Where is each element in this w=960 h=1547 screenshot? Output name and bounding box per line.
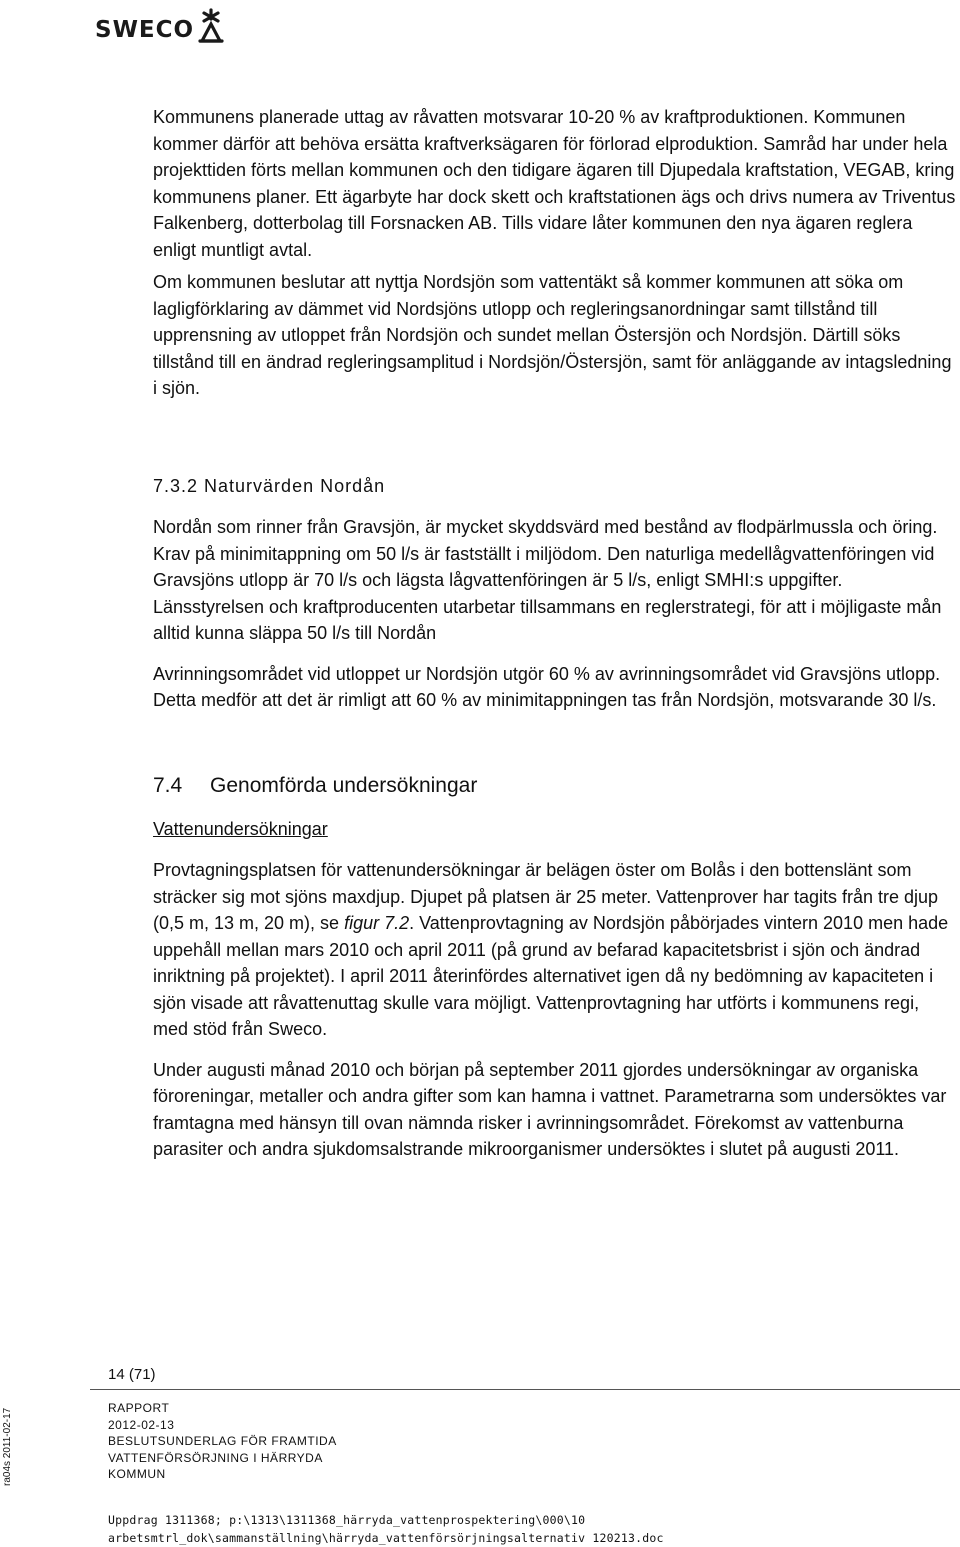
intro-section — [153, 104, 958, 402]
meta-line: VATTENFÖRSÖRJNING I HÄRRYDA — [108, 1450, 323, 1465]
intro-paragraph-2: Om kommunen beslutar att nyttja Nordsjön som vattentäkt så kommer kommunen att söka om lagligförklaring av dämmet vid Nordsjöns utlopp och regleringsanordningar samt tillstånd till upprensning av utloppet från Nordsjön och sundet mellan Östersjön och Nordsjön. Därtill söks tillstånd till en ändrad regleringsamplitud i Nordsjön/Östersjön, samt för anläggande av intagsledning i sjön. — [153, 272, 952, 398]
section-7-4-body — [153, 857, 958, 1163]
section-7-4-paragraph-2: Under augusti månad 2010 och början på september 2011 gjordes undersökningar av organiska föroreningar, metaller och andra gifter som kan hamna i vattnet. Parametrarna som undersöktes var framtagna med hänsyn till ovan nämnda risker i avrinningsområdet. Förekomst av vattenburna parasiter och andra sjukdomsalstrande mikroorganismer undersöktes i slutet på augusti 2011. — [153, 1059, 947, 1159]
section-7-3-2-heading: 7.3.2 Naturvärden Nordån — [153, 476, 386, 496]
section-7-4-heading — [153, 774, 477, 798]
report-meta — [108, 1400, 337, 1483]
figure-reference: figur 7.2 — [344, 913, 410, 933]
meta-line: RAPPORT — [108, 1401, 170, 1415]
section-7-4-paragraph-1 — [153, 857, 958, 1043]
paragraph-text-after-ref: . Vattenprovtagning av Nordsjön påbörjades vintern 2010 men hade uppehåll mellan mars 2010 och april 2011 (på grund av befarad kapacitetsbrist i sjön och ändrad inriktning på projektet). I april 2011 återinfördes alternativet igen då ny bedömning av kapaciteten i sjön visade att råvattenuttag skulle vara möjligt. Vattenprovtagning har utförts i kommunens regi, med stöd från Sweco. — [153, 913, 949, 1039]
section-7-3-2-paragraph-2: Avrinningsområdet vid utloppet ur Nordsjön utgör 60 % av avrinningsområdet vid Gravsjöns utlopp. Detta medför att det är rimligt att 60 % av minimitappningen tas från Nordsjön, motsvarande 30 l/s. — [153, 663, 941, 710]
side-template-code: ra04s 2011-02-17 — [2, 1407, 13, 1486]
page-footer — [0, 1360, 960, 1546]
intro-paragraph-1: Kommunens planerade uttag av råvatten motsvarar 10-20 % av kraftproduktionen. Kommunen kommer därför att behöva ersätta kraftverksägaren för förlorad elproduktion. Samråd har under hela projekttiden förts mellan kommunen och den tidigare ägaren till Djupedala kraftstation, VEGAB, kring kommunens planer. Ett ägarbyte har dock skett och kraftstationen ägs och drivs numera av Triventus Falkenberg, dotterbolag till Forsnacken AB. Tills vidare låter kommunen den nya ägaren reglera enligt muntligt avtal. — [153, 107, 956, 260]
meta-line: 2012-02-13 — [108, 1417, 175, 1432]
paragraph-text-before-ref: Provtagningsplatsen för vattenundersökningar är belägen öster om Bolås i den bottenslänt som sträcker sig mot sjöns maxdjup. Djupet på platsen är 25 meter. Vattenprover har tagits från tre djup (0,5 m, 13 m, 20 m), se — [153, 860, 939, 933]
sweco-logo — [95, 4, 224, 44]
meta-line: BESLUTSUNDERLAG FÖR FRAMTIDA — [108, 1434, 337, 1448]
subheading-vattenundersokningar: Vattenundersökningar — [153, 819, 328, 839]
doc-path-line-1: Uppdrag 1311368; p:\1313\1311368_härryda_vattenprospektering\000\10 — [108, 1513, 586, 1527]
meta-line: KOMMUN — [108, 1467, 166, 1481]
doc-path-line-2: arbetsmtrl_dok\sammanställning\härryda_vattenförsörjningsalternativ 120213.doc — [108, 1531, 664, 1545]
document-path — [108, 1511, 664, 1547]
section-7-3-2-body — [153, 514, 958, 714]
section-7-3-2-paragraph-1: Nordån som rinner från Gravsjön, är mycket skyddsvärd med bestånd av flodpärlmussla och öring. Krav på minimitappning om 50 l/s är fastställt i miljödom. Den naturliga medellågvattenföringen vid Gravsjöns utlopp är 70 l/s och lägsta lågvattenföringen är 5 l/s, enligt SMHI:s uppgifter. Länsstyrelsen och kraftproducenten utarbetar tillsammans en reglerstrategi, för att i möjligaste mån alltid kunna släppa 50 l/s till Nordån — [153, 517, 942, 643]
page-number: 14 (71) — [108, 1366, 156, 1383]
sweco-star-icon — [198, 8, 224, 44]
logo-wordmark: SWECO — [95, 17, 195, 43]
section-title: Genomförda undersökningar — [210, 774, 478, 797]
section-number: 7.4 — [153, 774, 183, 797]
footer-divider — [90, 1389, 960, 1390]
